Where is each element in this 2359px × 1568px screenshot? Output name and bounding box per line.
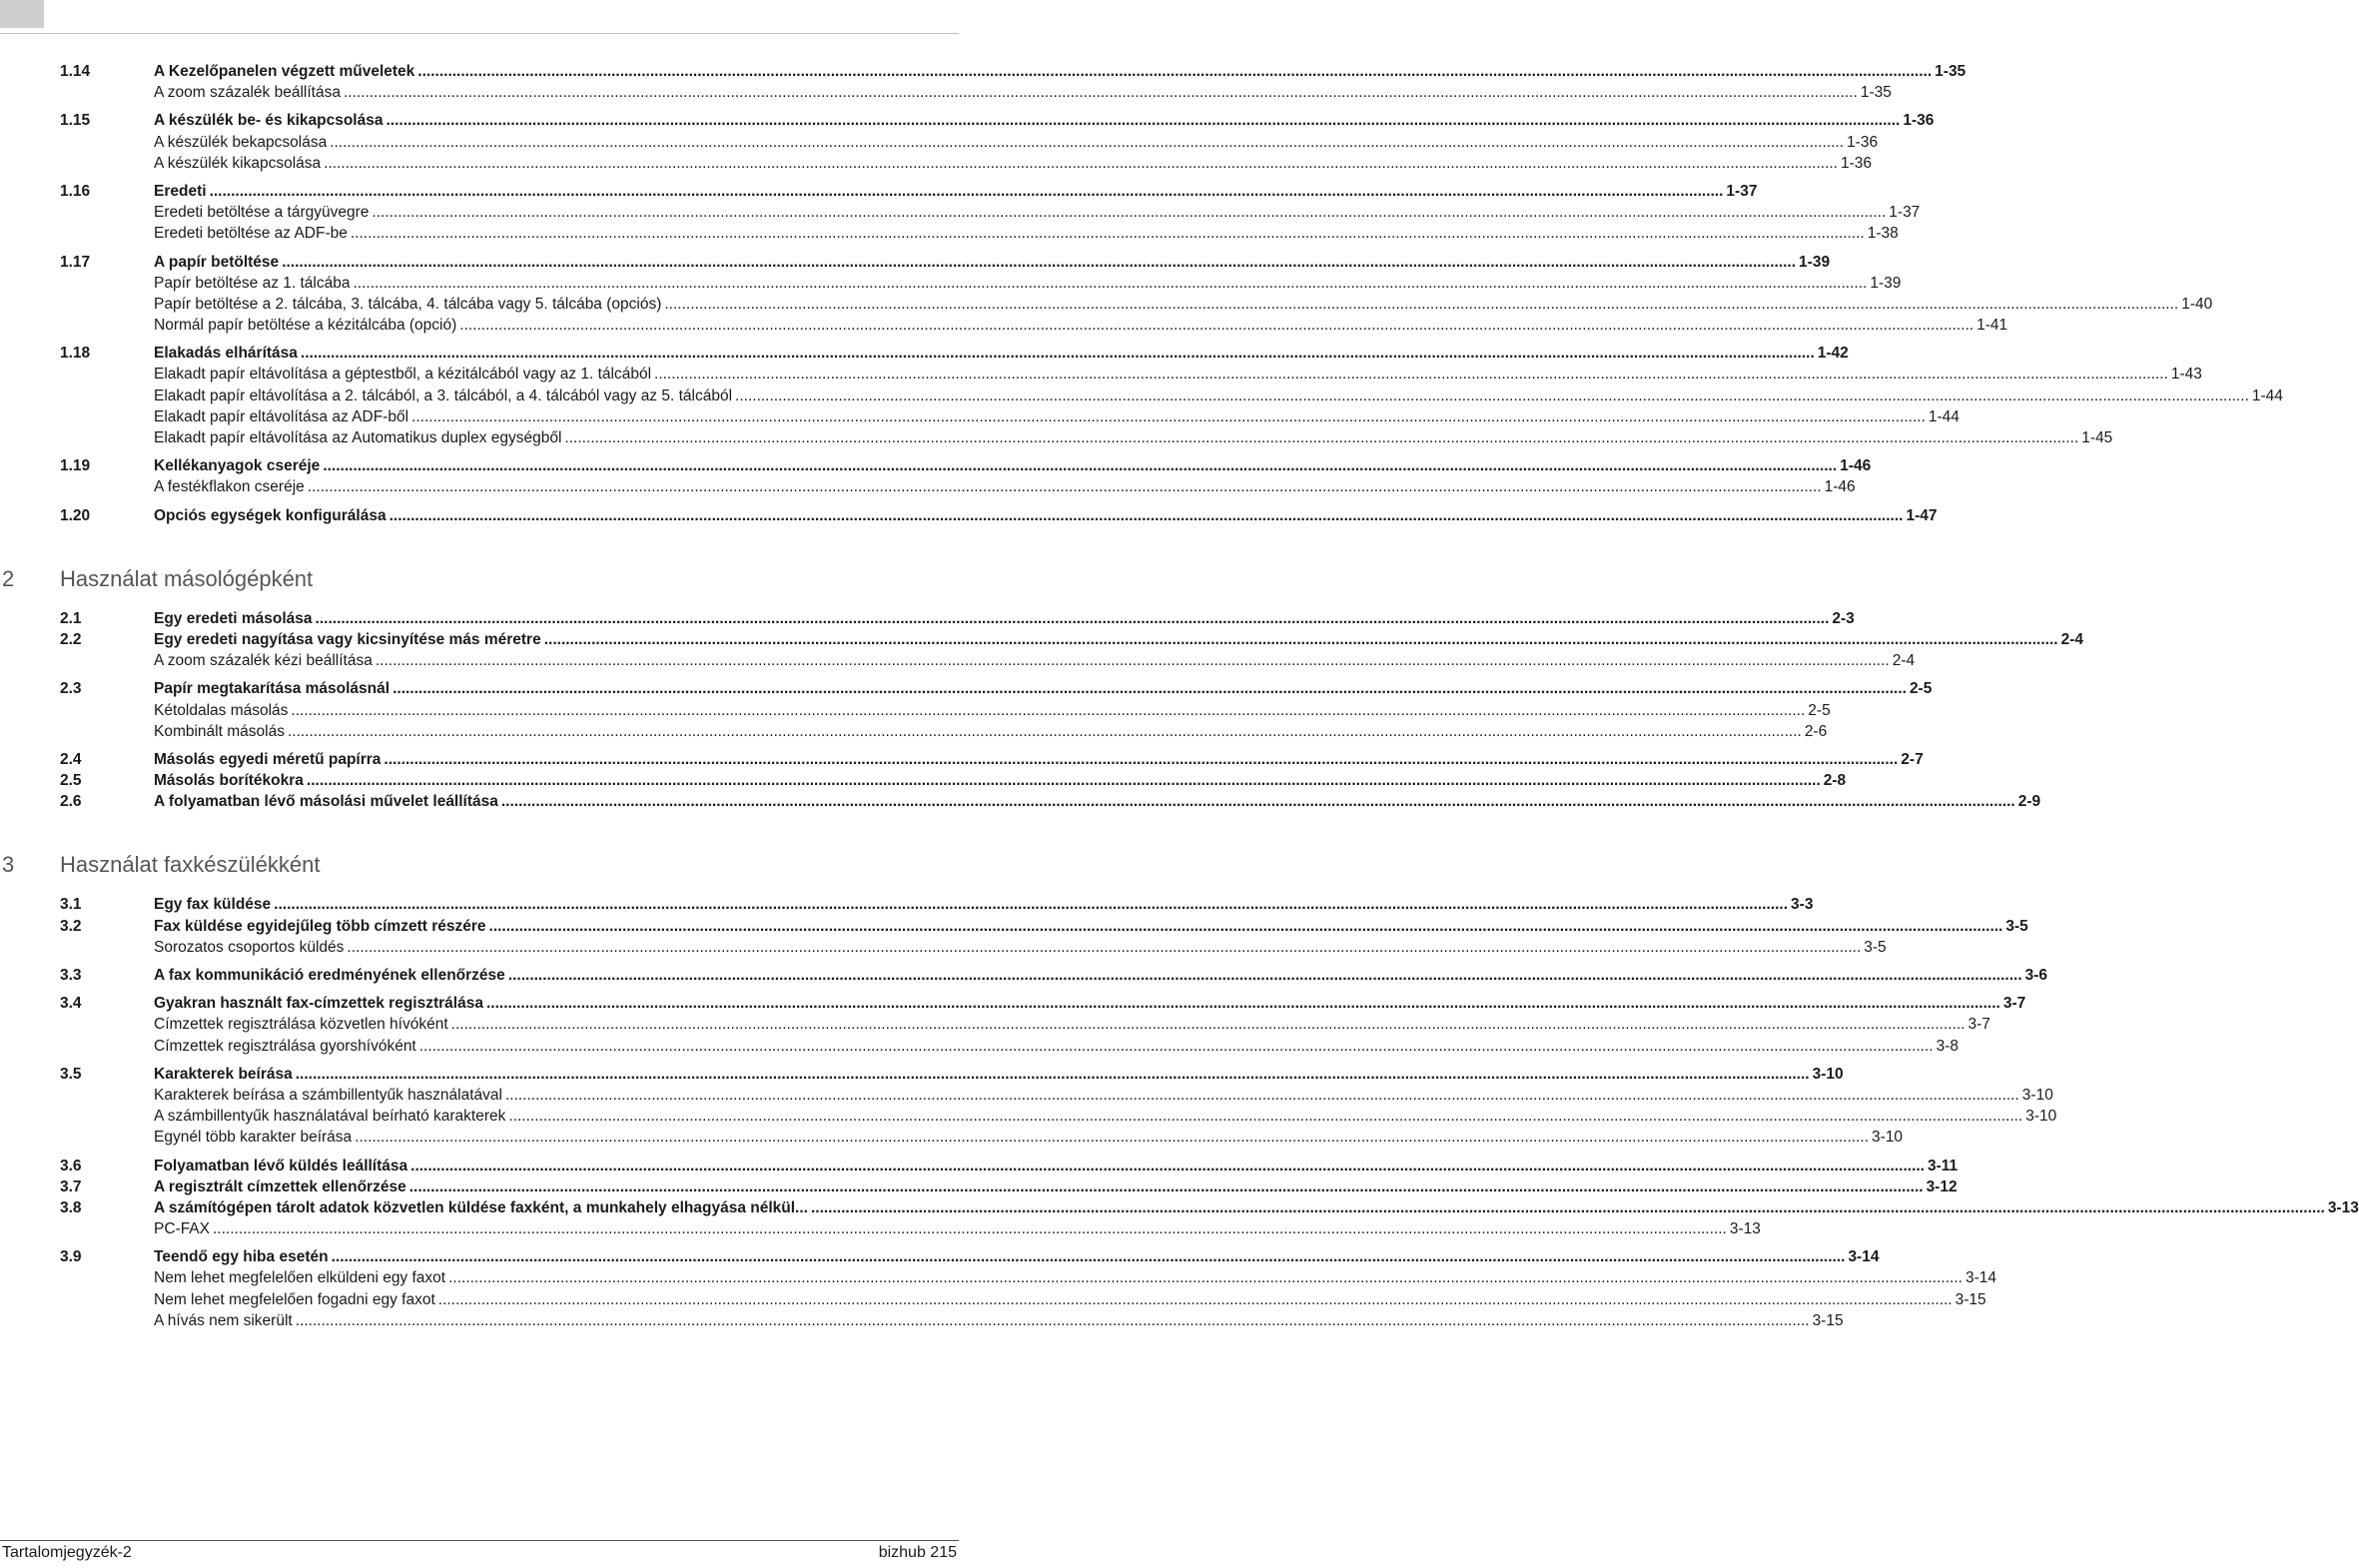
dot-leader <box>409 1176 1924 1197</box>
toc-subentry[interactable] <box>0 427 2113 448</box>
toc-page-number: 1-45 <box>2081 429 2113 446</box>
dot-leader <box>664 294 2178 315</box>
toc-entry-line <box>154 791 2041 812</box>
toc-entry-title: A regisztrált címzettek ellenőrzése <box>154 1177 406 1195</box>
toc-entry-line <box>154 1156 1959 1176</box>
toc-entry[interactable] <box>0 61 1966 82</box>
toc-subentry[interactable] <box>0 132 1879 153</box>
toc-entry[interactable] <box>0 770 1847 791</box>
toc-section <box>0 505 1938 526</box>
toc-entry-number: 1.20 <box>60 506 91 524</box>
toc-page-number: 2-9 <box>2017 793 2041 811</box>
toc-page-number: 3-12 <box>1926 1177 1958 1195</box>
toc-section <box>0 894 2028 958</box>
toc-entry-number: 2.3 <box>60 680 82 698</box>
toc-entry-line <box>154 1197 2359 1218</box>
table-of-contents <box>0 61 2359 1338</box>
toc-entry-line <box>154 965 2048 986</box>
toc-entry-title: Sorozatos csoportos küldés <box>154 938 345 956</box>
toc-subentry[interactable] <box>0 1289 1986 1310</box>
toc-entry-title: Nem lehet megfelelően fogadni egy faxot <box>154 1290 435 1308</box>
toc-entry[interactable] <box>0 1246 1880 1267</box>
toc-page-number: 1-38 <box>1867 225 1899 243</box>
toc-subentry[interactable] <box>0 386 2283 406</box>
toc-page-number: 2-4 <box>2060 630 2083 648</box>
dot-leader <box>330 132 1844 153</box>
dot-leader <box>508 965 2022 986</box>
toc-entry-title: A készülék kikapcsolása <box>154 154 322 172</box>
toc-entry-title: Normál papír betöltése a kézitálcába (opció) <box>154 317 457 335</box>
toc-entry[interactable] <box>0 749 1924 770</box>
toc-entry-title: Gyakran használt fax-címzettek regisztrálása <box>154 995 483 1013</box>
toc-page-number: 2-5 <box>1909 680 1933 698</box>
toc-entry-title: Papír megtakarítása másolásnál <box>154 680 391 698</box>
toc-entry-title: A fax kommunikáció eredményének ellenőrzése <box>154 967 505 984</box>
toc-page-number: 1-36 <box>1903 112 1935 130</box>
toc-entry[interactable] <box>0 678 1933 699</box>
dot-leader <box>438 1289 1953 1310</box>
toc-subentry[interactable] <box>0 364 2202 385</box>
dot-leader <box>296 1064 1810 1085</box>
toc-entry-title: Elakadt papír eltávolítása az ADF-ből <box>154 407 409 425</box>
dot-leader <box>410 1156 1925 1176</box>
corner-tab <box>0 0 44 28</box>
toc-entry[interactable] <box>0 343 1849 364</box>
toc-entry-line <box>154 608 1855 629</box>
dot-leader <box>417 61 1932 82</box>
toc-subentry[interactable] <box>0 406 1960 427</box>
toc-entry-title: A hívás nem sikerült <box>154 1311 293 1329</box>
toc-section <box>0 1246 1996 1331</box>
toc-subentry[interactable] <box>0 1218 1761 1239</box>
toc-page-number: 3-11 <box>1928 1157 1959 1175</box>
toc-page-number: 3-3 <box>1791 896 1814 914</box>
dot-leader <box>411 406 1926 427</box>
toc-entry-title: Elakadt papír eltávolítása az Automatikus duplex egységből <box>154 429 562 446</box>
dot-leader <box>544 629 2058 650</box>
toc-entry-line <box>154 315 2008 336</box>
toc-entry-number: 1.19 <box>60 457 91 475</box>
toc-page-number: 1-40 <box>2181 295 2213 313</box>
toc-page-number: 2-4 <box>1892 652 1916 670</box>
toc-subentry[interactable] <box>0 273 1902 294</box>
toc-entry-line <box>154 629 2083 650</box>
toc-entry-line <box>154 455 1872 476</box>
toc-page-number: 3-10 <box>2021 1086 2053 1104</box>
toc-entry-title: A készülék be- és kikapcsolása <box>154 112 384 130</box>
dot-leader <box>451 1014 1966 1035</box>
dot-leader <box>307 770 1821 791</box>
dot-leader <box>324 153 1838 174</box>
toc-entry-number: 3.3 <box>60 967 82 984</box>
toc-entry-line <box>154 894 1814 915</box>
toc-subentry[interactable] <box>0 1014 1990 1035</box>
toc-page-number: 3-6 <box>2024 967 2048 984</box>
dot-leader <box>811 1197 2325 1218</box>
toc-entry[interactable] <box>0 916 2028 937</box>
toc-entry-line <box>154 202 1921 223</box>
toc-entry-title: Elakadt papír eltávolítása a géptestből, a kézitálcából vagy az 1. tálcából <box>154 366 652 384</box>
toc-entry-title: Eredeti betöltése az ADF-be <box>154 225 348 243</box>
toc-entry-line <box>154 1106 2057 1127</box>
dot-leader <box>323 455 1837 476</box>
toc-section <box>0 181 1921 245</box>
toc-entry[interactable] <box>0 1197 2359 1218</box>
toc-entry-title: Egynél több karakter beírása <box>154 1129 353 1147</box>
toc-page-number: 2-6 <box>1804 722 1828 740</box>
toc-entry-title: Opciós egységek konfigurálása <box>154 506 387 524</box>
toc-entry-title: Karakterek beírása <box>154 1065 293 1083</box>
toc-page-number: 1-46 <box>1824 478 1856 496</box>
toc-entry-number: 2.2 <box>60 630 82 648</box>
toc-entry-title: Eredeti <box>154 182 207 200</box>
toc-entry-line <box>154 1085 2053 1106</box>
toc-entry-line <box>154 386 2283 406</box>
toc-entry-number: 3.2 <box>60 917 82 935</box>
toc-entry-line <box>154 1014 1990 1035</box>
toc-entry-line <box>154 273 1902 294</box>
toc-section <box>0 749 2041 813</box>
toc-entry-line <box>154 132 1879 153</box>
chapter-title: Használat faxkészülékként <box>60 852 321 878</box>
toc-entry-title: Másolás borítékokra <box>154 772 304 790</box>
toc-page-number: 1-46 <box>1840 457 1872 475</box>
toc-entry-number: 3.4 <box>60 995 82 1013</box>
toc-entry-line <box>154 1310 1844 1331</box>
toc-subentry[interactable] <box>0 202 1921 223</box>
toc-entry-line <box>154 650 1916 671</box>
toc-page-number: 3-10 <box>1812 1065 1844 1083</box>
toc-entry-title: Kétoldalas másolás <box>154 701 289 719</box>
toc-entry-line <box>154 223 1899 244</box>
toc-entry-title: Címzettek regisztrálása közvetlen hívóként <box>154 1016 448 1034</box>
toc-entry-title: A papír betöltése <box>154 253 280 271</box>
toc-entry-line <box>154 1218 1761 1239</box>
toc-entry-title: Folyamatban lévő küldés leállítása <box>154 1157 408 1175</box>
toc-page-number: 2-7 <box>1901 750 1924 768</box>
toc-entry-title: Egy eredeti másolása <box>154 609 313 627</box>
chapter-number: 3 <box>2 852 15 878</box>
toc-section <box>0 110 1935 174</box>
toc-page-number: 3-5 <box>1864 938 1887 956</box>
toc-entry-number: 3.9 <box>60 1248 82 1266</box>
dot-leader <box>372 202 1886 223</box>
toc-section <box>0 993 2026 1057</box>
toc-page-number: 3-5 <box>2005 917 2028 935</box>
toc-entry[interactable] <box>0 894 1814 915</box>
dot-leader <box>501 791 2015 812</box>
toc-entry-title: A számbillentyűk használatával beírható karakterek <box>154 1108 506 1126</box>
chapter-heading <box>0 848 959 882</box>
toc-section <box>0 455 1872 497</box>
toc-page-number: 2-8 <box>1823 772 1847 790</box>
toc-page-number: 1-44 <box>2251 387 2283 404</box>
toc-entry-line <box>154 1127 1904 1148</box>
toc-page-number: 3-15 <box>1812 1311 1844 1329</box>
toc-entry-line <box>154 252 1831 273</box>
toc-entry-line <box>154 476 1856 497</box>
toc-entry-line <box>154 110 1935 131</box>
dot-leader <box>355 1127 1869 1148</box>
dot-leader <box>459 315 1973 336</box>
top-rule <box>0 33 959 34</box>
toc-section <box>0 678 1933 742</box>
toc-entry-line <box>154 749 1924 770</box>
toc-entry-line <box>154 678 1933 699</box>
toc-subentry[interactable] <box>0 153 1873 174</box>
toc-subentry[interactable] <box>0 650 1916 671</box>
toc-entry-title: Papír betöltése az 1. tálcába <box>154 274 351 292</box>
toc-entry-title: Eredeti betöltése a tárgyüvegre <box>154 204 370 222</box>
toc-page-number: 3-7 <box>1967 1016 1990 1034</box>
toc-entry-line <box>154 1064 1844 1085</box>
toc-entry-number: 2.4 <box>60 750 82 768</box>
toc-section <box>0 1156 2359 1240</box>
dot-leader <box>489 916 2003 937</box>
toc-entry-number: 3.8 <box>60 1198 82 1216</box>
toc-entry-line <box>154 1176 1958 1197</box>
toc-page-number: 2-5 <box>1808 701 1831 719</box>
toc-page-number: 1-43 <box>2170 366 2202 384</box>
dot-leader <box>301 343 1815 364</box>
footer-product-name: bizhub 215 <box>878 1544 957 1561</box>
dot-leader <box>347 937 1861 958</box>
toc-entry-number: 2.6 <box>60 793 82 811</box>
toc-subentry[interactable] <box>0 937 1887 958</box>
toc-page-number: 3-8 <box>1936 1037 1960 1055</box>
toc-page-number: 1-35 <box>1860 84 1892 102</box>
toc-entry-number: 1.17 <box>60 253 91 271</box>
toc-entry-title: Címzettek regisztrálása gyorshívóként <box>154 1037 416 1055</box>
toc-section <box>0 608 2083 672</box>
dot-leader <box>308 476 1822 497</box>
toc-entry-number: 3.6 <box>60 1157 82 1175</box>
toc-entry-line <box>154 1289 1986 1310</box>
dot-leader <box>486 993 2000 1014</box>
toc-page-number: 3-15 <box>1955 1290 1986 1308</box>
dot-leader <box>376 650 1890 671</box>
toc-entry-number: 3.5 <box>60 1065 82 1083</box>
toc-entry-number: 1.15 <box>60 112 91 130</box>
toc-subentry[interactable] <box>0 1106 2057 1127</box>
footer-section-label: Tartalomjegyzék-2 <box>2 1544 132 1561</box>
toc-section <box>0 61 1966 103</box>
toc-page-number: 1-36 <box>1847 133 1879 151</box>
toc-entry-title: Nem lehet megfelelően elküldeni egy faxot <box>154 1269 446 1287</box>
toc-entry-title: Teendő egy hiba esetén <box>154 1248 329 1266</box>
toc-entry[interactable] <box>0 252 1831 273</box>
toc-entry-line <box>154 700 1831 721</box>
dot-leader <box>393 678 1907 699</box>
dot-leader <box>735 386 2249 406</box>
toc-entry-title: Kombinált másolás <box>154 722 285 740</box>
dot-leader <box>291 700 1805 721</box>
toc-entry-title: Másolás egyedi méretű papírra <box>154 750 382 768</box>
dot-leader <box>448 1267 1963 1288</box>
toc-entry-title: Egy eredeti nagyítása vagy kicsinyítése más méretre <box>154 630 541 648</box>
toc-entry-line <box>154 82 1892 103</box>
toc-entry[interactable] <box>0 1176 1958 1197</box>
toc-entry-title: A zoom százalék kézi beállítása <box>154 652 373 670</box>
dot-leader <box>296 1310 1810 1331</box>
toc-subentry[interactable] <box>0 294 2213 315</box>
toc-entry[interactable] <box>0 993 2026 1014</box>
dot-leader <box>213 1218 1727 1239</box>
toc-page-number: 1-47 <box>1906 506 1938 524</box>
toc-entry-line <box>154 364 2202 385</box>
toc-entry-number: 3.1 <box>60 896 82 914</box>
toc-entry-line <box>154 1036 1960 1057</box>
toc-page-number: 1-35 <box>1935 63 1966 80</box>
toc-entry-title: Elakadt papír eltávolítása a 2. tálcából, a 3. tálcából, a 4. tálcából vagy az 5. tálcából <box>154 387 733 404</box>
toc-entry[interactable] <box>0 1156 1959 1176</box>
toc-page-number: 1-37 <box>1726 182 1758 200</box>
toc-page-number: 3-10 <box>1872 1129 1904 1147</box>
toc-subentry[interactable] <box>0 223 1899 244</box>
dot-leader <box>564 427 2078 448</box>
chapter-number: 2 <box>2 565 15 591</box>
dot-leader <box>386 110 1900 131</box>
toc-subentry[interactable] <box>0 1127 1904 1148</box>
toc-entry[interactable] <box>0 110 1935 131</box>
toc-page-number: 1-36 <box>1841 154 1873 172</box>
toc-entry-title: Karakterek beírása a számbillentyűk használatával <box>154 1086 502 1104</box>
toc-subentry[interactable] <box>0 1267 1996 1288</box>
toc-entry-number: 2.1 <box>60 609 82 627</box>
toc-page-number: 1-37 <box>1889 204 1921 222</box>
footer-rule <box>0 1540 959 1541</box>
toc-page-number: 3-10 <box>2025 1108 2057 1126</box>
toc-entry-line <box>154 153 1873 174</box>
toc-entry-title: A Kezelőpanelen végzett műveletek <box>154 63 415 80</box>
toc-entry[interactable] <box>0 181 1758 202</box>
dot-leader <box>316 608 1830 629</box>
toc-entry-title: A készülék bekapcsolása <box>154 133 328 151</box>
toc-entry-line <box>154 770 1847 791</box>
toc-page-number: 3-13 <box>2327 1198 2359 1216</box>
toc-page-number: 2-3 <box>1832 609 1855 627</box>
toc-page-number: 1-42 <box>1817 345 1849 363</box>
toc-entry-line <box>154 61 1966 82</box>
toc-entry-line <box>154 294 2213 315</box>
toc-section <box>0 1064 2057 1149</box>
chapter-heading <box>0 562 959 596</box>
toc-subentry[interactable] <box>0 315 2008 336</box>
toc-entry[interactable] <box>0 965 2048 986</box>
dot-leader <box>384 749 1898 770</box>
toc-entry-line <box>154 916 2028 937</box>
dot-leader <box>508 1106 2022 1127</box>
toc-subentry[interactable] <box>0 1036 1960 1057</box>
toc-page-number: 3-14 <box>1848 1248 1880 1266</box>
toc-entry-line <box>154 181 1758 202</box>
toc-entry-title: Fax küldése egyidejűleg több címzett részére <box>154 917 486 935</box>
dot-leader <box>419 1036 1934 1057</box>
toc-entry-line <box>154 993 2026 1014</box>
toc-entry-title: A számítógépen tárolt adatok közvetlen küldése faxként, a munkahely elhagyása nélkül... <box>154 1198 808 1216</box>
toc-subentry[interactable] <box>0 476 1856 497</box>
toc-entry[interactable] <box>0 1064 1844 1085</box>
dot-leader <box>654 364 2168 385</box>
dot-leader <box>288 721 1802 742</box>
toc-entry-number: 1.16 <box>60 182 91 200</box>
toc-page-number: 1-41 <box>1976 317 2008 335</box>
toc-entry-title: A folyamatban lévő másolási művelet leállítása <box>154 793 498 811</box>
toc-section <box>0 343 2283 448</box>
toc-entry-number: 1.18 <box>60 345 91 363</box>
toc-page-number: 3-14 <box>1965 1269 1996 1287</box>
toc-section <box>0 965 2048 986</box>
toc-page-number: 1-39 <box>1799 253 1831 271</box>
dot-leader <box>282 252 1796 273</box>
toc-entry-line <box>154 1246 1880 1267</box>
toc-entry-title: PC-FAX <box>154 1220 210 1238</box>
toc-entry-number: 1.14 <box>60 63 91 80</box>
toc-entry[interactable] <box>0 629 2083 650</box>
toc-entry[interactable] <box>0 505 1938 526</box>
dot-leader <box>344 82 1858 103</box>
dot-leader <box>332 1246 1846 1267</box>
toc-entry-line <box>154 721 1828 742</box>
toc-subentry[interactable] <box>0 1310 1844 1331</box>
toc-entry[interactable] <box>0 608 1855 629</box>
toc-entry-line <box>154 427 2113 448</box>
toc-page-number: 3-13 <box>1729 1220 1761 1238</box>
toc-subentry[interactable] <box>0 721 1828 742</box>
dot-leader <box>353 273 1867 294</box>
toc-subentry[interactable] <box>0 1085 2053 1106</box>
toc-entry-title: Papír betöltése a 2. tálcába, 3. tálcába, 4. tálcába vagy 5. tálcába (opciós) <box>154 295 662 313</box>
dot-leader <box>390 505 1904 526</box>
toc-page-number: 3-7 <box>2002 995 2026 1013</box>
toc-entry[interactable] <box>0 455 1872 476</box>
toc-page-number: 1-39 <box>1870 274 1902 292</box>
toc-entry-line <box>154 1267 1996 1288</box>
toc-entry-title: Kellékanyagok cseréje <box>154 457 321 475</box>
dot-leader <box>210 181 1724 202</box>
dot-leader <box>505 1085 2019 1106</box>
toc-entry-line <box>154 505 1938 526</box>
toc-entry-number: 2.5 <box>60 772 82 790</box>
toc-subentry[interactable] <box>0 700 1831 721</box>
toc-page-number: 1-44 <box>1928 407 1960 425</box>
chapter-title: Használat másológépként <box>60 565 314 591</box>
toc-entry-number: 3.7 <box>60 1177 82 1195</box>
toc-entry-line <box>154 343 1849 364</box>
toc-entry-title: A festékflakon cseréje <box>154 478 305 496</box>
toc-entry-line <box>154 937 1887 958</box>
toc-entry-title: A zoom százalék beállítása <box>154 84 341 102</box>
toc-entry-line <box>154 406 1960 427</box>
toc-subentry[interactable] <box>0 82 1892 103</box>
dot-leader <box>274 894 1788 915</box>
dot-leader <box>351 223 1865 244</box>
toc-entry-title: Egy fax küldése <box>154 896 272 914</box>
toc-section <box>0 252 2213 337</box>
toc-entry[interactable] <box>0 791 2041 812</box>
toc-entry-title: Elakadás elhárítása <box>154 345 298 363</box>
